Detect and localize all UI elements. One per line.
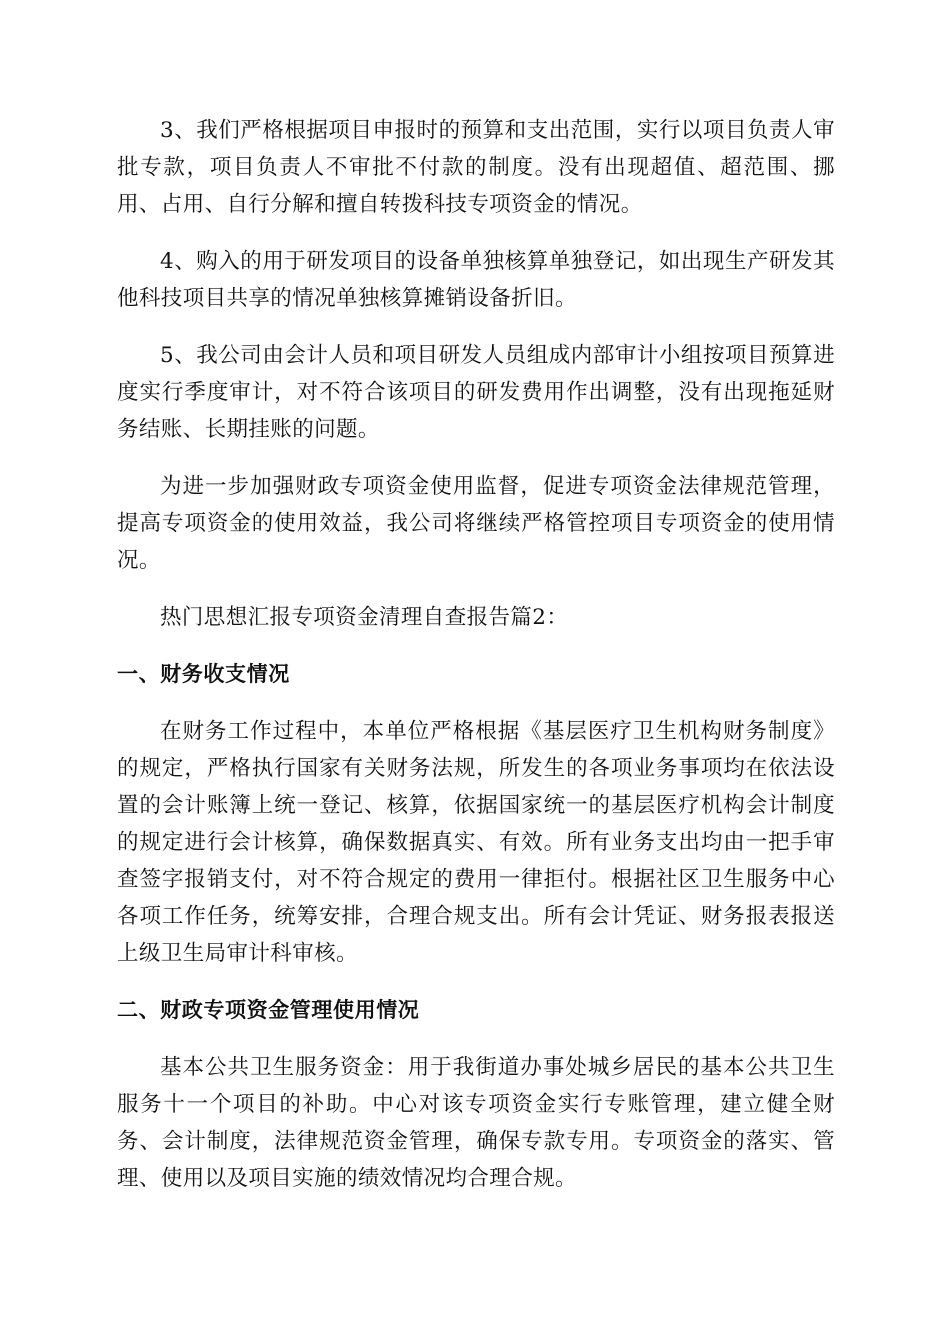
document-page: [117, 112, 835, 1217]
section-body-finance: 在财务工作过程中，本单位严格根据《基层医疗卫生机构财务制度》的规定，严格执行国家有关财务法规，所发生的各项业务事项均在依法设置的会计账簿上统一登记、核算，依据国家统一的基层医疗机构会计制度的规定进行会计核算，确保数据真实、有效。所有业务支出均由一把手审查签字报销支付，对不符合规定的费用一律拒付。根据社区卫生服务中心各项工作任务，统筹安排，合理合规支出。所有会计凭证、财务报表报送上级卫生局审计科审核。: [117, 719, 835, 966]
paragraph-item-3: 3、我们严格根据项目申报时的预算和支出范围，实行以项目负责人审批专款，项目负责人不审批不付款的制度。没有出现超值、超范围、挪用、占用、自行分解和擅自转拨科技专项资金的情况。: [117, 118, 835, 217]
paragraph-item-5: 5、我公司由会计人员和项目研发人员组成内部审计小组按项目预算进度实行季度审计，对不符合该项目的研发费用作出调整，没有出现拖延财务结账、长期挂账的问题。: [117, 343, 835, 442]
section-heading-finance: 一、财务收支情况: [117, 662, 290, 686]
paragraph-item-4: 4、购入的用于研发项目的设备单独核算单独登记，如出现生产研发其他科技项目共享的情况单独核算摊销设备折旧。: [117, 249, 835, 311]
report-part-title: 热门思想汇报专项资金清理自查报告篇2：: [160, 605, 569, 630]
section-body-special-funds: 基本公共卫生服务资金：用于我街道办事处城乡居民的基本公共卫生服务十一个项目的补助。中心对该专项资金实行专账管理，建立健全财务、会计制度，法律规范资金管理，确保专款专用。专项资金的落实、管理、使用以及项目实施的绩效情况均合理合规。: [117, 1055, 835, 1191]
section-heading-special-funds: 二、财政专项资金管理使用情况: [117, 998, 420, 1022]
paragraph-conclusion: 为进一步加强财政专项资金使用监督，促进专项资金法律规范管理，提高专项资金的使用效益，我公司将继续严格管控项目专项资金的使用情况。: [117, 474, 835, 573]
